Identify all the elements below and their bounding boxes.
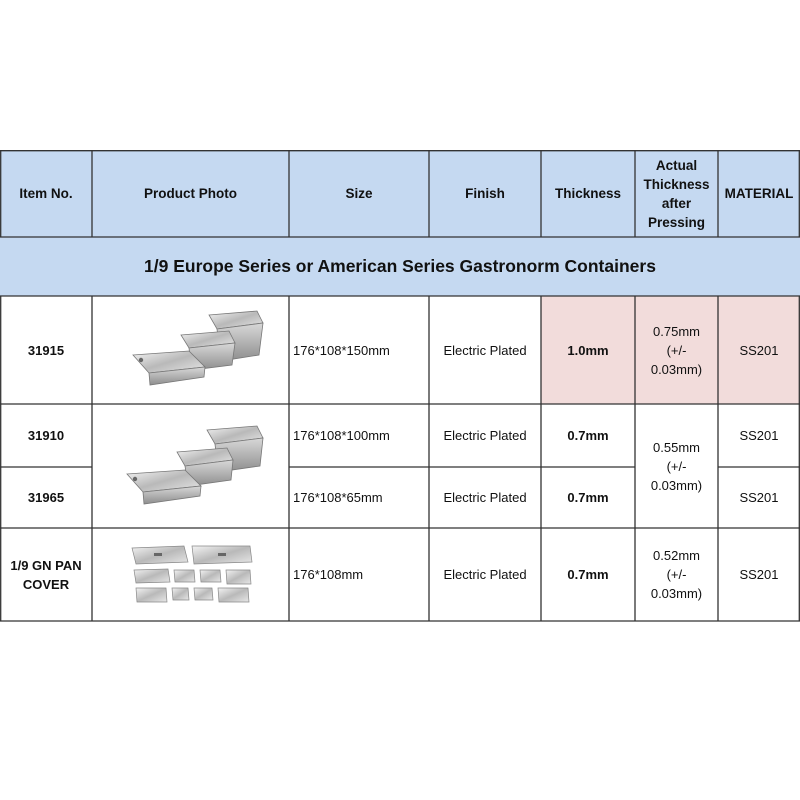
header-actual-line: Pressing xyxy=(647,214,706,230)
actual-line: (+/- xyxy=(666,567,687,582)
header-actual-line: Actual xyxy=(655,157,698,173)
actual-line: (+/- xyxy=(666,342,687,358)
row-31965-size: 176*108*65mm xyxy=(293,490,383,505)
actual-line: 0.52mm xyxy=(653,548,700,563)
row-31910-size: 176*108*100mm xyxy=(293,428,390,443)
actual-line: 0.55mm xyxy=(653,439,700,455)
header-size: Size xyxy=(289,150,429,237)
row-31910-finish: Electric Plated xyxy=(443,428,527,443)
row-31965-finish: Electric Plated xyxy=(443,490,527,505)
actual-line: 0.03mm) xyxy=(650,586,703,601)
actual-line: 0.03mm) xyxy=(650,477,703,493)
row-31965-thickness: 0.7mm xyxy=(567,490,609,505)
row-31915-finish: Electric Plated xyxy=(443,342,527,358)
actual-line: 0.03mm) xyxy=(650,361,703,377)
row-31915-item-no: 31915 xyxy=(27,342,65,358)
item-no-line: COVER xyxy=(22,576,70,592)
row-31915-thickness: 1.0mm xyxy=(541,296,635,404)
row-cover-material: SS201 xyxy=(739,567,779,582)
header-material: MATERIAL xyxy=(718,150,800,237)
row-31965-material: SS201 xyxy=(739,490,779,505)
row-31915-size: 176*108*150mm xyxy=(293,342,390,358)
header-actual-line: after xyxy=(661,195,692,211)
section-title: 1/9 Europe Series or American Series Gastronorm Containers xyxy=(0,237,800,296)
header-finish: Finish xyxy=(429,150,541,237)
item-no-line: 1/9 GN PAN xyxy=(10,557,82,573)
header-item-no: Item No. xyxy=(0,150,92,237)
row-31910-material: SS201 xyxy=(739,428,779,443)
row-31910-item-no: 31910 xyxy=(27,428,65,443)
header-product-photo: Product Photo xyxy=(92,150,289,237)
row-cover-thickness: 0.7mm xyxy=(567,567,609,582)
actual-line: 0.75mm xyxy=(653,323,700,339)
header-thickness: Thickness xyxy=(541,150,635,237)
table-grid-lines xyxy=(0,150,800,622)
row-cover-size: 176*108mm xyxy=(293,567,364,582)
row-31915-material: SS201 xyxy=(718,296,800,404)
header-actual-line: Thickness xyxy=(643,176,710,192)
row-cover-finish: Electric Plated xyxy=(443,567,527,582)
spec-table xyxy=(0,150,800,622)
row-31910-thickness: 0.7mm xyxy=(567,428,609,443)
actual-line: (+/- xyxy=(666,458,687,474)
row-31965-item-no: 31965 xyxy=(27,490,65,505)
